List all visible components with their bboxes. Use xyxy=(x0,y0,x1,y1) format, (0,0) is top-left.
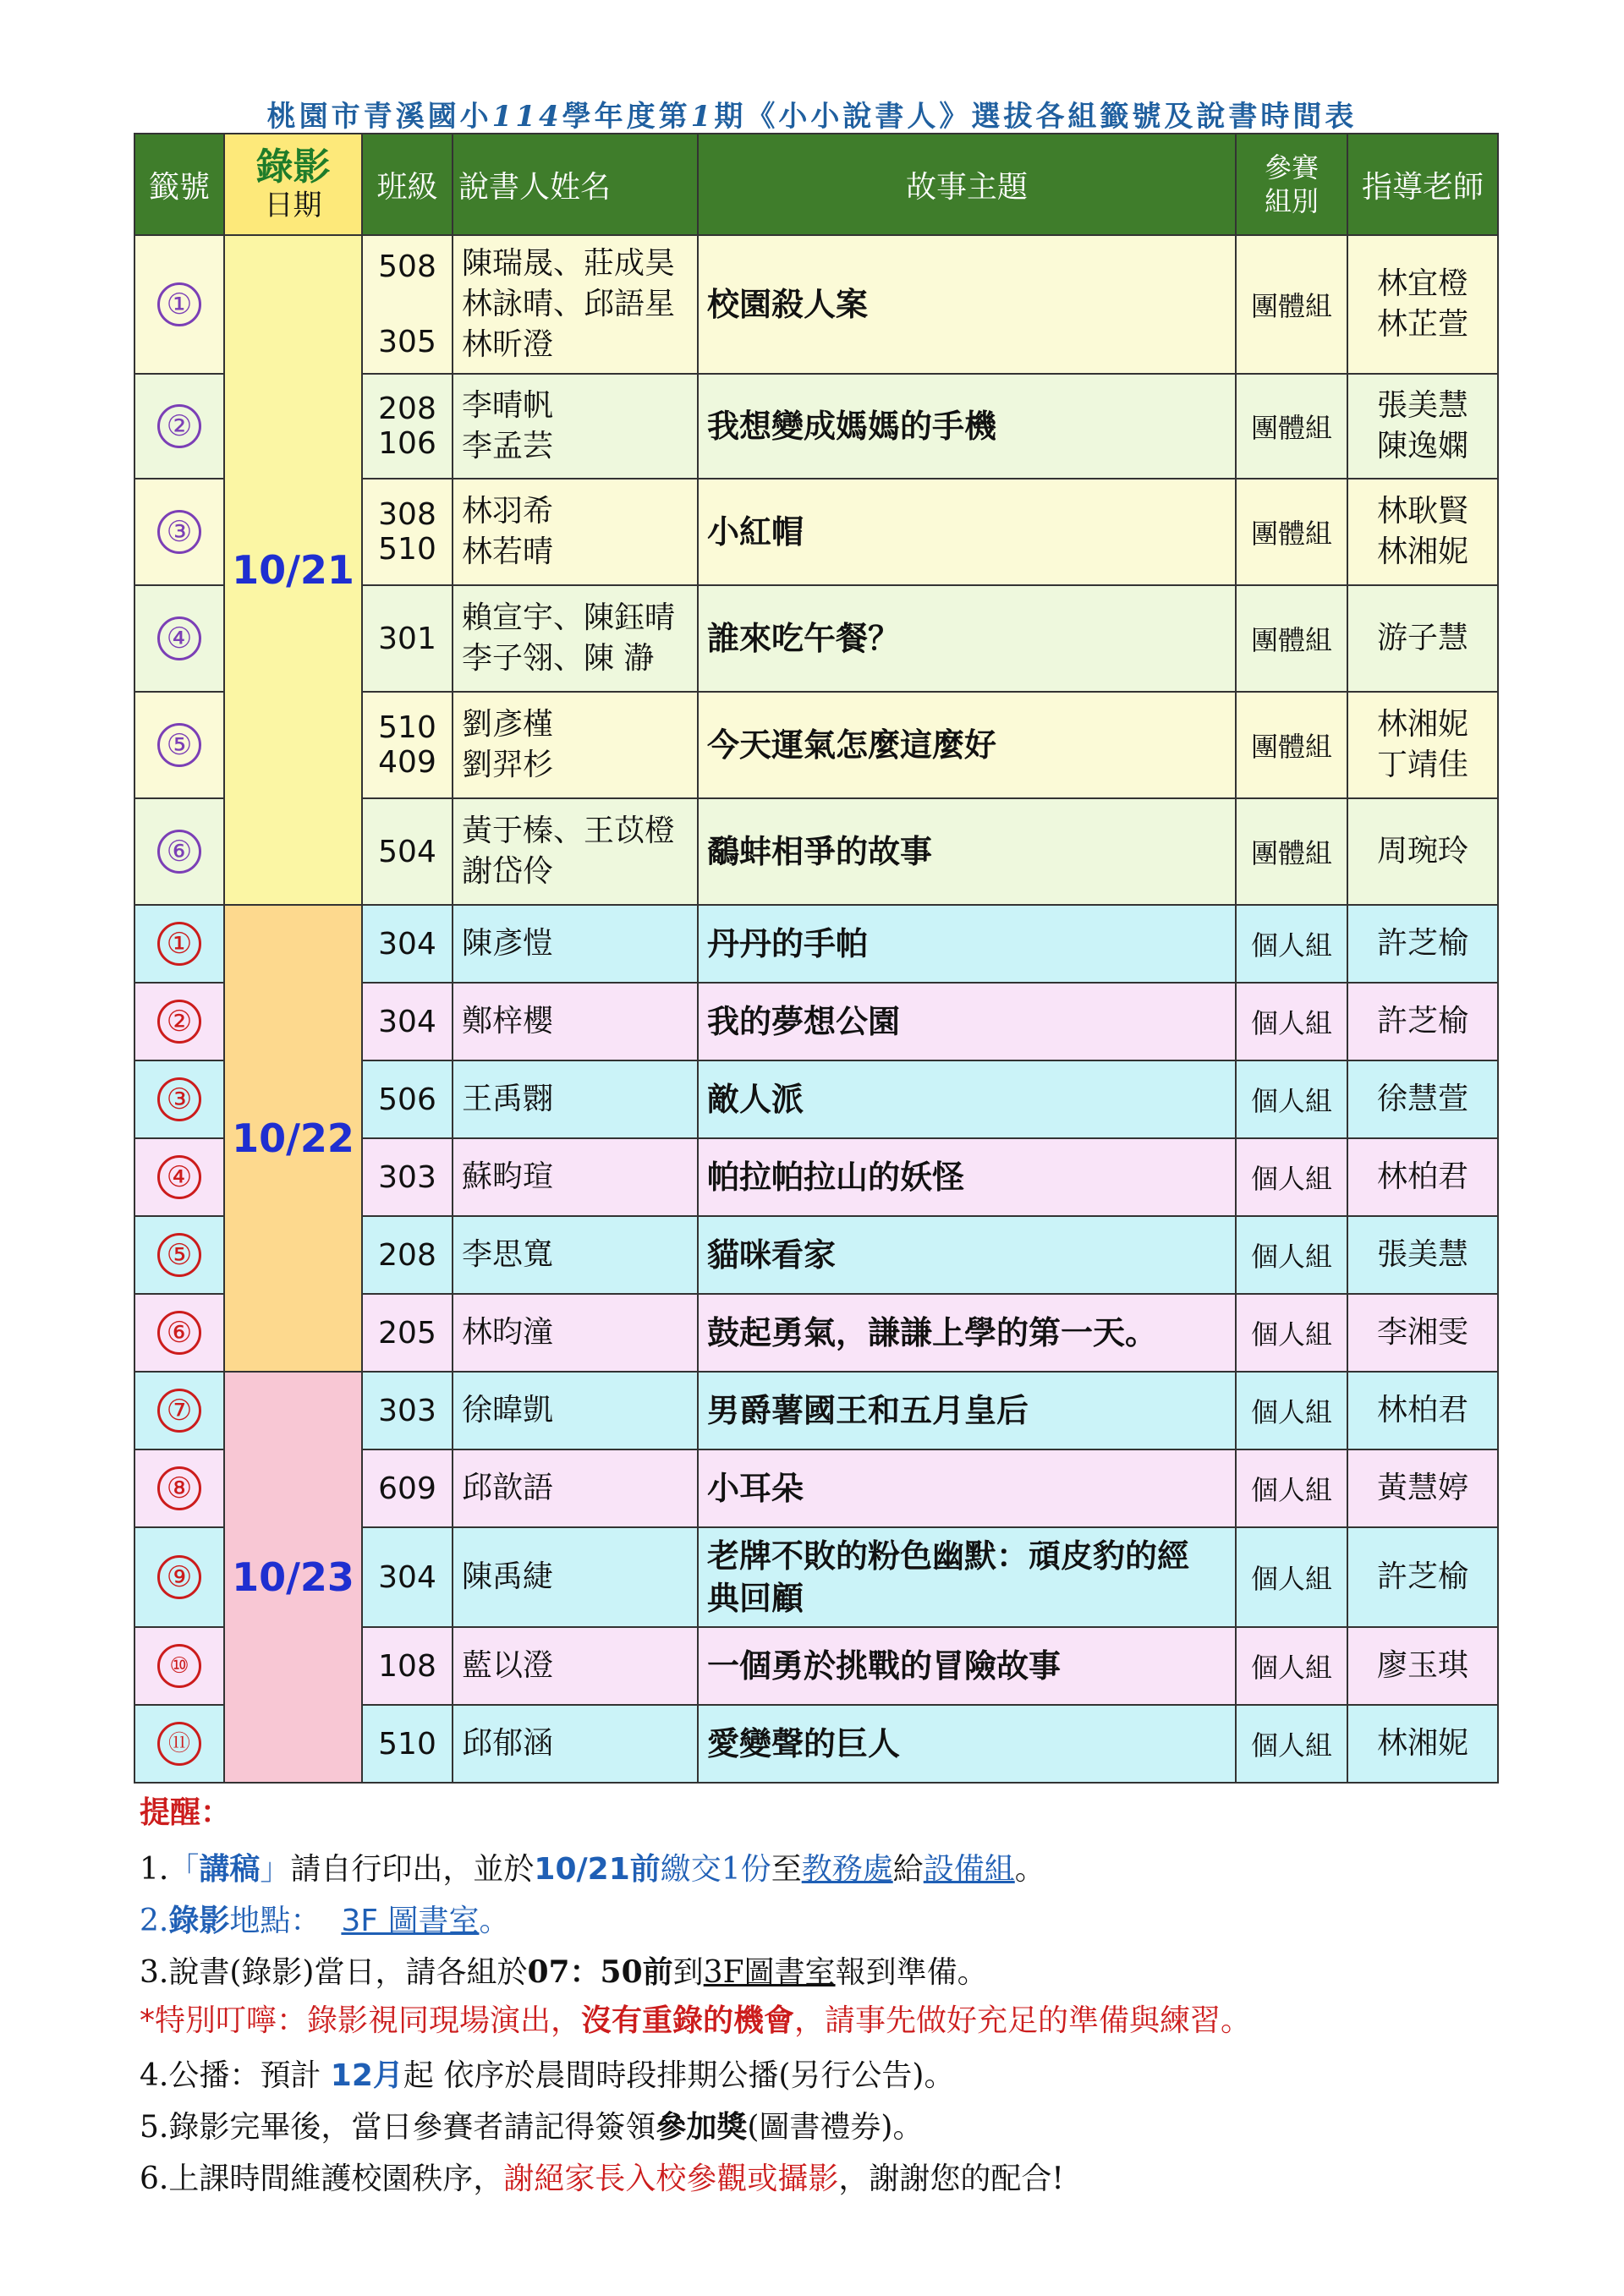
group-cell: 個人組 xyxy=(1236,1138,1347,1216)
teacher-name: 林湘妮 xyxy=(1376,707,1468,742)
group-cell: 個人組 xyxy=(1236,1060,1347,1138)
storyteller-name: 藍以澄 xyxy=(462,1648,554,1683)
lot-number: ⑪ xyxy=(157,1722,201,1766)
class-number: 108 xyxy=(378,1648,436,1684)
storyteller-name: 劉羿杉 xyxy=(462,748,554,782)
storyteller-cell xyxy=(453,1138,698,1216)
story-topic: 丹丹的手帕 xyxy=(707,925,869,962)
header-date-small: 日期 xyxy=(264,189,322,222)
storyteller-name: 林昀潼 xyxy=(462,1315,554,1350)
title-year: 114 xyxy=(491,100,562,134)
teacher-cell xyxy=(1347,798,1498,905)
note-1-bracket-close: 」 xyxy=(260,1852,291,1887)
teacher-name: 丁靖佳 xyxy=(1376,748,1468,782)
storyteller-cell xyxy=(453,585,698,692)
story-topic: 典回顧 xyxy=(707,1580,804,1617)
teacher-cell xyxy=(1347,1372,1498,1449)
storyteller-name: 劉彥槿 xyxy=(462,707,554,742)
class-cell xyxy=(362,983,453,1060)
group-cell: 團體組 xyxy=(1236,479,1347,585)
note-3-room: 3F圖書室 xyxy=(703,1955,836,1990)
note-3-text: 3.說書(錄影)當日，請各組於 xyxy=(140,1955,528,1990)
storyteller-name: 蘇畇瑄 xyxy=(462,1159,554,1194)
group-cell: 團體組 xyxy=(1236,374,1347,479)
storyteller-cell xyxy=(453,374,698,479)
note-2-recording: 錄影 xyxy=(168,1904,230,1938)
table-row xyxy=(134,905,1498,983)
story-topic-cell xyxy=(698,374,1236,479)
storyteller-cell xyxy=(453,1372,698,1449)
teacher-name: 許芝榆 xyxy=(1376,1559,1468,1594)
lot-cell xyxy=(134,479,224,585)
note-2 xyxy=(140,1897,509,1940)
note-3-end: 報到準備。 xyxy=(835,1955,988,1990)
group-cell: 個人組 xyxy=(1236,1372,1347,1449)
lot-number: ② xyxy=(157,404,201,448)
storyteller-name: 鄭梓櫻 xyxy=(462,1004,554,1038)
class-cell xyxy=(362,585,453,692)
note-4 xyxy=(140,2052,954,2095)
note-5 xyxy=(140,2103,923,2146)
storyteller-name: 李思寬 xyxy=(462,1237,554,1272)
class-number: 506 xyxy=(378,1082,436,1117)
note-1-give: 給 xyxy=(892,1852,924,1887)
class-number: 510 xyxy=(378,1726,436,1762)
lot-number: ① xyxy=(157,922,201,966)
storyteller-name: 林若晴 xyxy=(462,534,554,569)
teacher-name: 廖玉琪 xyxy=(1376,1648,1468,1683)
storyteller-cell xyxy=(453,692,698,798)
note-1-script: 講稿 xyxy=(199,1852,261,1887)
table-body xyxy=(134,235,1498,1783)
lot-cell xyxy=(134,1060,224,1138)
storyteller-name: 林昕澄 xyxy=(462,327,554,362)
note-special xyxy=(140,1997,1251,2040)
header-date-big: 錄影 xyxy=(255,145,331,189)
teacher-name: 林芷萱 xyxy=(1376,307,1468,342)
teacher-cell xyxy=(1347,983,1498,1060)
note-6 xyxy=(140,2155,1064,2198)
note-1-end: 。 xyxy=(1014,1852,1045,1887)
lot-number: ① xyxy=(157,282,201,326)
storyteller-cell xyxy=(453,479,698,585)
class-number: 301 xyxy=(378,621,436,656)
storyteller-cell xyxy=(453,235,698,374)
teacher-cell xyxy=(1347,1060,1498,1138)
recording-date: 10/21 xyxy=(224,235,362,905)
note-special-bold: 沒有重錄的機會 xyxy=(581,2003,795,2038)
story-topic: 敵人派 xyxy=(707,1081,804,1118)
class-cell xyxy=(362,1705,453,1783)
note-4-month: 12月 xyxy=(330,2058,403,2093)
lot-cell xyxy=(134,983,224,1060)
note-1-copies: 繳交1份 xyxy=(660,1852,771,1887)
story-topic: 老牌不敗的粉色幽默：頑皮豹的經 xyxy=(707,1537,1190,1575)
teacher-cell xyxy=(1347,1449,1498,1527)
lot-cell xyxy=(134,1372,224,1449)
header-class: 班級 xyxy=(362,134,453,235)
story-topic-cell xyxy=(698,905,1236,983)
class-cell xyxy=(362,1216,453,1294)
group-cell: 個人組 xyxy=(1236,983,1347,1060)
title-term: 1 xyxy=(690,100,715,134)
teacher-name: 黃慧婷 xyxy=(1376,1471,1468,1505)
teacher-cell xyxy=(1347,585,1498,692)
group-cell: 團體組 xyxy=(1236,235,1347,374)
group-cell: 個人組 xyxy=(1236,1449,1347,1527)
story-topic-cell xyxy=(698,1627,1236,1705)
header-name: 說書人姓名 xyxy=(453,134,698,235)
group-cell: 個人組 xyxy=(1236,1627,1347,1705)
storyteller-cell xyxy=(453,1527,698,1627)
lot-cell xyxy=(134,692,224,798)
story-topic: 男爵薯國王和五月皇后 xyxy=(707,1392,1029,1429)
teacher-name: 林柏君 xyxy=(1376,1159,1468,1194)
note-3-time: 07：50前 xyxy=(527,1954,673,1990)
lot-cell xyxy=(134,905,224,983)
story-topic: 誰來吃午餐？ xyxy=(707,620,901,657)
storyteller-cell xyxy=(453,1705,698,1783)
class-number: 305 xyxy=(378,325,436,359)
recording-date: 10/23 xyxy=(224,1372,362,1783)
story-topic-cell xyxy=(698,1449,1236,1527)
class-number: 304 xyxy=(378,1559,436,1595)
story-topic-cell xyxy=(698,1060,1236,1138)
teacher-name: 林柏君 xyxy=(1376,1393,1468,1427)
story-topic-cell xyxy=(698,798,1236,905)
header-date xyxy=(224,134,362,235)
class-cell xyxy=(362,235,453,374)
story-topic: 愛變聲的巨人 xyxy=(707,1725,901,1762)
storyteller-cell xyxy=(453,983,698,1060)
lot-cell xyxy=(134,585,224,692)
notes-heading: 提醒： xyxy=(140,1795,232,1830)
teacher-cell xyxy=(1347,905,1498,983)
story-topic-cell xyxy=(698,1138,1236,1216)
story-topic: 鷸蚌相爭的故事 xyxy=(707,833,933,870)
teacher-name: 林湘妮 xyxy=(1376,534,1468,569)
storyteller-cell xyxy=(453,1294,698,1372)
lot-number: ⑤ xyxy=(157,1233,201,1277)
class-cell xyxy=(362,1527,453,1627)
lot-number: ③ xyxy=(157,510,201,554)
teacher-cell xyxy=(1347,1705,1498,1783)
class-number: 308 xyxy=(378,497,436,532)
group-cell: 團體組 xyxy=(1236,692,1347,798)
class-cell xyxy=(362,374,453,479)
teacher-name: 許芝榆 xyxy=(1376,926,1468,961)
lot-number: ② xyxy=(157,1000,201,1044)
story-topic: 鼓起勇氣，謙謙上學的第一天。 xyxy=(707,1314,1158,1351)
teacher-name: 陳逸嫻 xyxy=(1376,429,1468,463)
class-cell xyxy=(362,1449,453,1527)
class-number: 208 xyxy=(378,392,436,426)
story-topic: 我的夢想公園 xyxy=(707,1003,901,1040)
group-cell: 團體組 xyxy=(1236,585,1347,692)
class-number: 304 xyxy=(378,1004,436,1039)
note-special-end: ，請事先做好充足的準備與練習。 xyxy=(794,2003,1252,2038)
story-topic: 貓咪看家 xyxy=(707,1236,837,1274)
lot-number: ⑨ xyxy=(157,1555,201,1599)
class-cell xyxy=(362,1060,453,1138)
note-special-text: *特別叮嚀：錄影視同現場演出， xyxy=(140,2003,582,2038)
header-group xyxy=(1236,134,1347,235)
story-topic-cell xyxy=(698,692,1236,798)
storyteller-cell xyxy=(453,1449,698,1527)
storyteller-name: 王禹翾 xyxy=(462,1082,554,1116)
storyteller-name: 徐暐凱 xyxy=(462,1393,554,1427)
teacher-name: 徐慧萱 xyxy=(1376,1082,1468,1116)
teacher-name: 張美慧 xyxy=(1376,1237,1468,1272)
lot-cell xyxy=(134,1216,224,1294)
story-topic: 一個勇於挑戰的冒險故事 xyxy=(707,1647,1062,1685)
story-topic: 小耳朵 xyxy=(707,1470,804,1507)
class-cell xyxy=(362,692,453,798)
page-title xyxy=(135,93,1489,134)
class-number: 208 xyxy=(378,1237,436,1273)
header-teacher: 指導老師 xyxy=(1347,134,1498,235)
class-number: 205 xyxy=(378,1315,436,1351)
lot-cell xyxy=(134,798,224,905)
story-topic-cell xyxy=(698,1294,1236,1372)
lot-cell xyxy=(134,1138,224,1216)
teacher-cell xyxy=(1347,479,1498,585)
story-topic: 小紅帽 xyxy=(707,513,804,551)
schedule-table xyxy=(134,133,1499,1784)
class-number: 303 xyxy=(378,1393,436,1428)
teacher-name: 林湘妮 xyxy=(1376,1726,1468,1761)
storyteller-cell xyxy=(453,905,698,983)
note-1 xyxy=(140,1845,1045,1888)
title-mid: 學年度第 xyxy=(562,100,691,134)
storyteller-name: 林詠晴、邱語星 xyxy=(462,287,676,321)
note-1-office: 教務處 xyxy=(801,1852,893,1887)
note-6-end: ，謝謝您的配合! xyxy=(838,2162,1064,2196)
group-cell: 團體組 xyxy=(1236,798,1347,905)
teacher-name: 林宜橙 xyxy=(1376,266,1468,301)
storyteller-cell xyxy=(453,798,698,905)
lot-cell xyxy=(134,1294,224,1372)
header-topic: 故事主題 xyxy=(698,134,1236,235)
note-2-place: 3F 圖書室 xyxy=(341,1904,480,1938)
story-topic: 校園殺人案 xyxy=(707,286,869,323)
storyteller-name: 李子翎、陳 瀞 xyxy=(462,641,655,676)
lot-number: ⑩ xyxy=(157,1644,201,1688)
storyteller-name: 陳瑞晟、莊成昊 xyxy=(462,246,676,281)
class-number: 106 xyxy=(378,426,436,461)
title-suffix: 期《小小說書人》選拔各組籤號及說書時間表 xyxy=(714,100,1358,134)
lot-cell xyxy=(134,1449,224,1527)
table-header-row xyxy=(134,134,1498,235)
storyteller-name: 謝岱伶 xyxy=(462,854,554,889)
story-topic: 我想變成媽媽的手機 xyxy=(707,408,997,445)
note-5-text: 5.錄影完畢後，當日參賽者請記得簽領 xyxy=(140,2110,656,2145)
table-row xyxy=(134,1372,1498,1449)
group-cell: 個人組 xyxy=(1236,1705,1347,1783)
class-cell xyxy=(362,798,453,905)
class-cell xyxy=(362,1627,453,1705)
teacher-cell xyxy=(1347,1216,1498,1294)
story-topic-cell xyxy=(698,1372,1236,1449)
class-cell xyxy=(362,1372,453,1449)
teacher-cell xyxy=(1347,235,1498,374)
storyteller-name: 林羽希 xyxy=(462,494,554,529)
note-2-num: 2. xyxy=(140,1904,169,1938)
story-topic-cell xyxy=(698,1527,1236,1627)
group-cell: 個人組 xyxy=(1236,1216,1347,1294)
lot-number: ⑧ xyxy=(157,1466,201,1510)
header-group-line1: 參賽 xyxy=(1264,151,1319,184)
class-number: 409 xyxy=(378,745,436,780)
story-topic-cell xyxy=(698,1705,1236,1783)
teacher-name: 李湘雯 xyxy=(1376,1315,1468,1350)
storyteller-name: 邱郁涵 xyxy=(462,1726,554,1761)
note-2-place-label: 地點： xyxy=(229,1904,321,1938)
storyteller-name: 賴宣宇、陳鈺晴 xyxy=(462,600,676,635)
note-1-num: 1. xyxy=(140,1852,169,1887)
note-6-text: 6.上課時間維護校園秩序， xyxy=(140,2162,504,2196)
story-topic-cell xyxy=(698,479,1236,585)
note-4-end: 起 依序於晨間時段排期公播(另行公告)。 xyxy=(403,2058,955,2093)
lot-number: ④ xyxy=(157,616,201,660)
teacher-name: 林耿賢 xyxy=(1376,494,1468,529)
group-cell: 個人組 xyxy=(1236,1527,1347,1627)
note-1-to: 至 xyxy=(771,1852,802,1887)
group-cell: 個人組 xyxy=(1236,905,1347,983)
storyteller-cell xyxy=(453,1060,698,1138)
teacher-cell xyxy=(1347,1627,1498,1705)
storyteller-cell xyxy=(453,1216,698,1294)
class-number: 304 xyxy=(378,926,436,962)
note-3 xyxy=(140,1948,988,1992)
table-row xyxy=(134,235,1498,374)
teacher-cell xyxy=(1347,1138,1498,1216)
lot-number: ④ xyxy=(157,1155,201,1199)
story-topic-cell xyxy=(698,235,1236,374)
lot-number: ⑤ xyxy=(157,723,201,767)
storyteller-name: 陳禹緁 xyxy=(462,1559,554,1594)
class-number: 510 xyxy=(378,532,436,567)
storyteller-name: 黃于榛、王苡橙 xyxy=(462,814,676,848)
teacher-name: 許芝榆 xyxy=(1376,1004,1468,1038)
lot-number: ⑥ xyxy=(157,1311,201,1355)
note-2-end: 。 xyxy=(479,1904,510,1938)
storyteller-name: 邱歆語 xyxy=(462,1471,554,1505)
group-cell: 個人組 xyxy=(1236,1294,1347,1372)
lot-number: ⑦ xyxy=(157,1389,201,1433)
storyteller-name: 李孟芸 xyxy=(462,429,554,463)
teacher-cell xyxy=(1347,1527,1498,1627)
lot-cell xyxy=(134,235,224,374)
class-number: 609 xyxy=(378,1471,436,1506)
teacher-cell xyxy=(1347,692,1498,798)
story-topic-cell xyxy=(698,585,1236,692)
class-number: 510 xyxy=(378,710,436,745)
note-5-award: 參加獎 xyxy=(656,2109,748,2145)
story-topic: 帕拉帕拉山的妖怪 xyxy=(707,1159,965,1196)
class-cell xyxy=(362,1138,453,1216)
note-3-to: 到 xyxy=(672,1955,704,1990)
story-topic-cell xyxy=(698,1216,1236,1294)
note-1-deadline: 10/21前 xyxy=(534,1852,661,1887)
class-number: 508 xyxy=(378,249,436,284)
story-topic: 今天運氣怎麼這麼好 xyxy=(707,726,997,764)
header-group-line2: 組別 xyxy=(1264,185,1319,217)
lot-cell xyxy=(134,374,224,479)
note-1-text: 請自行印出，並於 xyxy=(290,1852,535,1887)
title-prefix: 桃園市青溪國小 xyxy=(266,100,492,134)
teacher-cell xyxy=(1347,374,1498,479)
recording-date: 10/22 xyxy=(224,905,362,1372)
note-1-bracket-open: 「 xyxy=(168,1852,200,1887)
note-4-text: 4.公播：預計 xyxy=(140,2058,331,2093)
class-cell xyxy=(362,479,453,585)
lot-number: ③ xyxy=(157,1077,201,1121)
class-cell xyxy=(362,905,453,983)
lot-number: ⑥ xyxy=(157,830,201,874)
note-5-end: (圖書禮券)。 xyxy=(747,2110,924,2145)
class-number: 504 xyxy=(378,834,436,869)
teacher-cell xyxy=(1347,1294,1498,1372)
lot-cell xyxy=(134,1705,224,1783)
header-lot: 籤號 xyxy=(134,134,224,235)
class-number: 303 xyxy=(378,1159,436,1195)
storyteller-name: 李晴帆 xyxy=(462,388,554,423)
teacher-name: 張美慧 xyxy=(1376,388,1468,423)
class-cell xyxy=(362,1294,453,1372)
note-1-equipment: 設備組 xyxy=(923,1852,1015,1887)
lot-cell xyxy=(134,1527,224,1627)
teacher-name: 周琬玲 xyxy=(1376,834,1468,869)
story-topic-cell xyxy=(698,983,1236,1060)
lot-cell xyxy=(134,1627,224,1705)
teacher-name: 游子慧 xyxy=(1376,621,1468,655)
note-6-no-parents: 謝絕家長入校參觀或攝影 xyxy=(503,2162,839,2196)
storyteller-cell xyxy=(453,1627,698,1705)
storyteller-name: 陳彥愷 xyxy=(462,926,554,961)
